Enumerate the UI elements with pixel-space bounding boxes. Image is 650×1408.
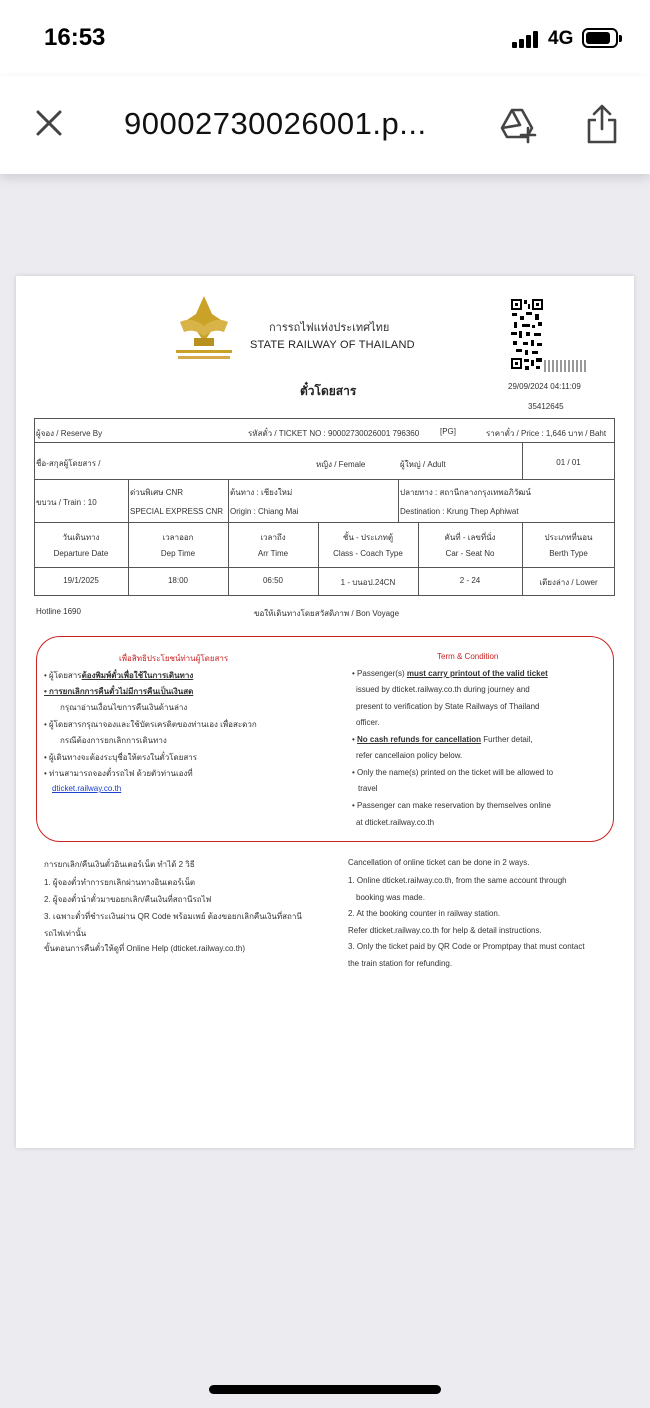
status-time: 16:53 — [44, 24, 106, 51]
passenger-name-label: ชื่อ-สกุลผู้โดยสาร / — [36, 459, 101, 468]
cancel-th-6: ขั้นตอนการคืนตั๋วให้ดูที่ Online Help (dticket.railway.co.th) — [44, 944, 245, 953]
value-arr-time: 06:50 — [262, 576, 284, 585]
cancel-th-5: รถไฟเท่านั้น — [44, 929, 87, 938]
issue-id: 35412645 — [528, 402, 564, 411]
header-departure-date-en: Departure Date — [53, 549, 109, 558]
condition-th-1: • ผู้โดยสารต้องพิมพ์ตั๋วเพื่อใช้ในการเดินทาง — [44, 671, 194, 680]
close-icon[interactable] — [32, 106, 66, 140]
signal-icon — [512, 30, 544, 48]
condition-en-7: • Only the name(s) printed on the ticket will be allowed to — [352, 768, 554, 777]
condition-en-8: travel — [358, 784, 378, 793]
condition-en-4: officer. — [356, 718, 380, 727]
issue-datetime: 29/09/2024 04:11:09 — [508, 382, 581, 391]
srt-logo — [172, 292, 236, 364]
qr-code-tail — [544, 360, 588, 372]
cancel-th-4: 3. เฉพาะตั๋วที่ชำระเงินผ่าน QR Code พร้อมเพย์ ต้องขอยกเลิกคืนเงินที่สถานี — [44, 912, 302, 921]
cancel-en-7: the train station for refunding. — [348, 959, 453, 968]
battery-icon — [582, 28, 618, 48]
cancel-en-4: 2. At the booking counter in railway station. — [348, 909, 501, 918]
destination-thai: ปลายทาง : สถานีกลางกรุงเทพอภิวัฒน์ — [400, 488, 531, 497]
origin-thai: ต้นทาง : เชียงใหม่ — [230, 488, 293, 497]
condition-en-9: • Passenger can make reservation by themselves online — [352, 801, 551, 810]
ticket-price: ราคาตั๋ว / Price : 1,646 บาท / Baht — [486, 429, 607, 438]
value-car-seat: 2 - 24 — [459, 576, 481, 585]
viewer-toolbar — [0, 76, 650, 174]
qr-code — [510, 298, 544, 372]
condition-en-5: • No cash refunds for cancellation Further detail, — [352, 735, 533, 744]
dticket-link[interactable]: dticket.railway.co.th — [52, 784, 122, 793]
header-berth: ประเภทที่นอน — [544, 533, 593, 542]
share-icon[interactable] — [584, 102, 620, 146]
condition-th-2: • การยกเลิกการคืนตั๋วไม่มีการคืนเป็นเงินสด — [44, 687, 194, 696]
destination-english: Destination : Krung Thep Aphiwat — [400, 507, 519, 516]
reserve-by-label: ผู้จอง / Reserve By — [36, 429, 103, 438]
cancel-th-3: 2. ผู้จองตั๋วนำตั๋วมาขอยกเลิก/คืนเงินที่สถานีรถไฟ — [44, 895, 212, 904]
ticket-number: รหัสตั๋ว / TICKET NO : 90002730026001 796360 — [248, 429, 420, 438]
ticket-table — [34, 418, 615, 596]
passenger-gender: หญิง / Female — [316, 460, 366, 469]
home-indicator[interactable] — [209, 1385, 441, 1394]
condition-en-6: refer cancellaion policy below. — [356, 751, 463, 760]
passenger-age-type: ผู้ใหญ่ / Adult — [400, 460, 446, 469]
header-car-seat: คันที่ - เลขที่นั่ง — [444, 533, 496, 542]
ticket-title: ตั๋วโดยสาร — [300, 384, 357, 398]
value-departure-date: 19/1/2025 — [63, 576, 99, 585]
condition-th-3: กรุณาอ่านเงื่อนไขการคืนเงินด้านล่าง — [60, 703, 188, 712]
value-class: 1 - บนอป.24CN — [340, 578, 396, 587]
origin-english: Origin : Chiang Mai — [230, 507, 299, 516]
value-dep-time: 18:00 — [167, 576, 189, 585]
org-name-english: STATE RAILWAY OF THAILAND — [250, 339, 415, 351]
cancel-en-2: 1. Online dticket.railway.co.th, from the same account through — [348, 876, 567, 885]
pg-tag: [PG] — [440, 427, 457, 436]
header-arr-time: เวลาถึง — [260, 533, 286, 542]
header-class-en: Class - Coach Type — [333, 549, 403, 558]
ticket-page — [16, 276, 634, 1148]
train-number: ขบวน / Train : 10 — [36, 498, 97, 507]
condition-th-4: • ผู้โดยสารกรุณาจองและใช้บัตรเครดิตของท่านเอง เพื่อสะดวก — [44, 720, 257, 729]
condition-th-5: กรณีต้องการยกเลิกการเดินทาง — [60, 736, 167, 745]
add-to-drive-icon[interactable] — [498, 104, 538, 144]
cancel-en-5: Refer dticket.railway.co.th for help & detail instructions. — [348, 926, 542, 935]
train-type-english: SPECIAL EXPRESS CNR — [130, 507, 224, 516]
condition-en-1: • Passenger(s) must carry printout of the valid ticket — [352, 669, 548, 678]
document-title: 90002730026001.p... — [124, 106, 427, 141]
header-berth-en: Berth Type — [549, 549, 588, 558]
header-dep-time-en: Dep Time — [160, 549, 196, 558]
header-departure-date: วันเดินทาง — [62, 533, 100, 542]
status-bar — [0, 0, 650, 76]
passenger-count: 01 / 01 — [556, 458, 581, 467]
header-car-seat-en: Car - Seat No — [445, 549, 495, 558]
condition-en-10: at dticket.railway.co.th — [356, 818, 435, 827]
condition-en-2: issued by dticket.railway.co.th during journey and — [356, 685, 530, 694]
header-class: ชั้น - ประเภทตู้ — [342, 533, 394, 542]
cancel-th-2: 1. ผู้จองตั๋วทำการยกเลิกผ่านทางอินเตอร์เน็ต — [44, 878, 196, 887]
network-type: 4G — [548, 28, 574, 49]
train-type-thai: ด่วนพิเศษ CNR — [130, 488, 184, 497]
bon-voyage: ขอให้เดินทางโดยสวัสดิภาพ / Bon Voyage — [254, 609, 400, 618]
org-name-thai: การรถไฟแห่งประเทศไทย — [269, 322, 390, 334]
value-berth: เตียงล่าง / Lower — [539, 578, 598, 587]
conditions-title-thai: เพื่อสิทธิประโยชน์ท่านผู้โดยสาร — [119, 654, 229, 663]
hotline: Hotline 1690 — [36, 607, 81, 616]
header-dep-time: เวลาออก — [162, 533, 194, 542]
condition-th-7: • ท่านสามารถจองตั๋วรถไฟ ด้วยตัวท่านเองที่ — [44, 769, 193, 778]
conditions-title-english: Term & Condition — [437, 652, 499, 661]
header-arr-time-en: Arr Time — [257, 549, 289, 558]
cancel-en-3: booking was made. — [356, 893, 425, 902]
cancel-en-1: Cancellation of online ticket can be done in 2 ways. — [348, 858, 530, 867]
condition-en-3: present to verification by State Railways of Thailand — [356, 702, 540, 711]
condition-th-6: • ผู้เดินทางจะต้องระบุชื่อให้ตรงในตั๋วโดยสาร — [44, 753, 198, 762]
cancel-th-1: การยกเลิก/คืนเงินตั๋วอินเตอร์เน็ต ทำได้ 2 วิธี — [44, 860, 195, 869]
cancel-en-6: 3. Only the ticket paid by QR Code or Promptpay that must contact — [348, 942, 585, 951]
